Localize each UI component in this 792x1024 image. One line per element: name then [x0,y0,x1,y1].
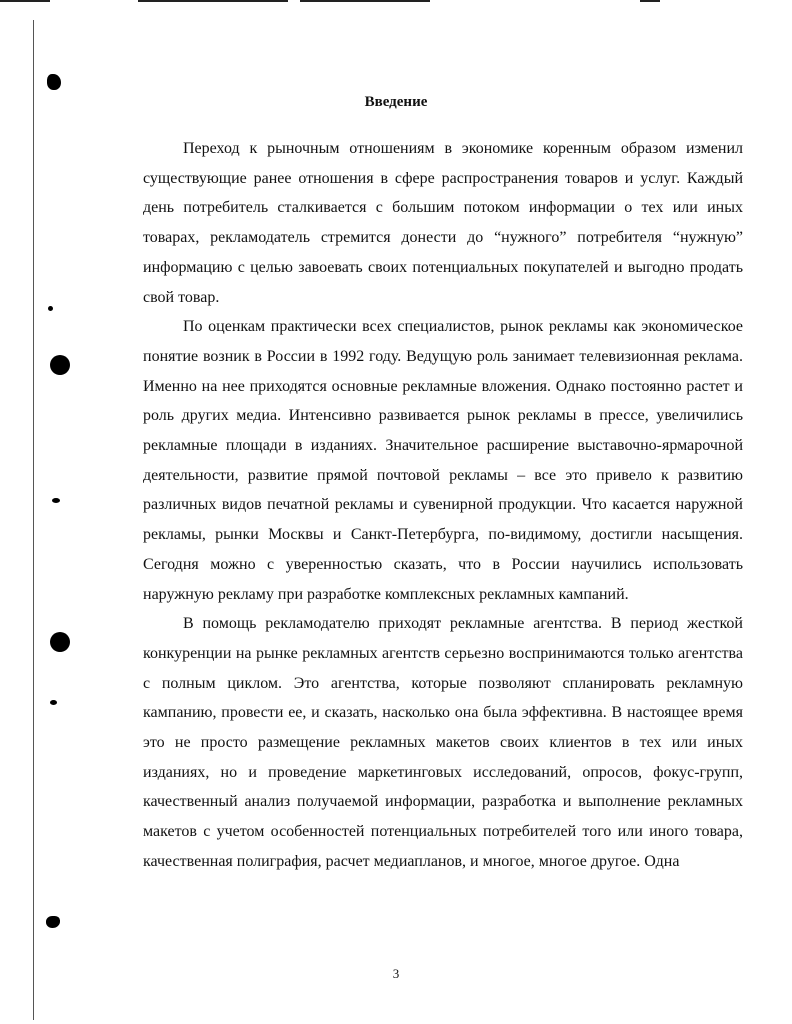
scan-left-edge [33,20,34,1020]
scan-blot [47,74,61,90]
scan-top-line [0,0,50,2]
paragraph: Переход к рыночным отношениям в экономике коренным образом изменил существующие ранее отношения в сфере распространения товаров и услуг. Каждый день потребитель сталкивается с большим потоком информации о тех или иных товарах, рекламодатель стремится донести до “нужного” потребителя “нужную” информацию с целью завоевать своих потенциальных покупателей и выгодно продать свой товар. [143,140,743,306]
scan-top-line [138,0,288,2]
scan-blot [52,498,60,503]
punch-hole [50,632,70,652]
scan-top-line [640,0,660,2]
scan-blot [48,306,53,311]
paragraph: В помощь рекламодателю приходят рекламные агентства. В период жесткой конкуренции на рынке рекламных агентств серьезно воспринимаются только агентства с полным циклом. Это агентства, которые позволяют спланировать рекламную кампанию, провести ее, и сказать, насколько она была эффективна. В настоящее время это не просто размещение рекламных макетов своих клиентов в тех или иных изданиях, но и проведение маркетинговых исследований, опросов, фокус-групп, качественный анализ получаемой информации, разработка и выполнение рекламных макетов с учетом особенностей потенциальных потребителей того или иного товара, качественная полиграфия, расчет медиапланов, и многое, многое другое. Одна [143,615,743,870]
scan-top-line [300,0,430,2]
punch-hole [50,355,70,375]
page-number: 3 [392,966,400,981]
body-text [143,134,743,877]
document-title: Введение [364,94,428,110]
scan-blot [50,700,57,705]
paragraph: По оценкам практически всех специалистов, рынок рекламы как экономическое понятие возник в России в 1992 году. Ведущую роль занимает телевизионная реклама. Именно на нее приходятся основные рекламные вложения. Однако постоянно растет и роль других медиа. Интенсивно развивается рынок рекламы в прессе, увеличились рекламные площади в изданиях. Значительное расширение выставочно-ярмарочной деятельности, развитие прямой почтовой рекламы – все это привело к развитию различных видов печатной рекламы и сувенирной продукции. Что касается наружной рекламы, рынки Москвы и Санкт-Петербурга, по-видимому, достигли насыщения. Сегодня можно с уверенностью сказать, что в России научились использовать наружную рекламу при разработке комплексных рекламных кампаний. [143,318,743,603]
scan-blot [46,916,60,928]
